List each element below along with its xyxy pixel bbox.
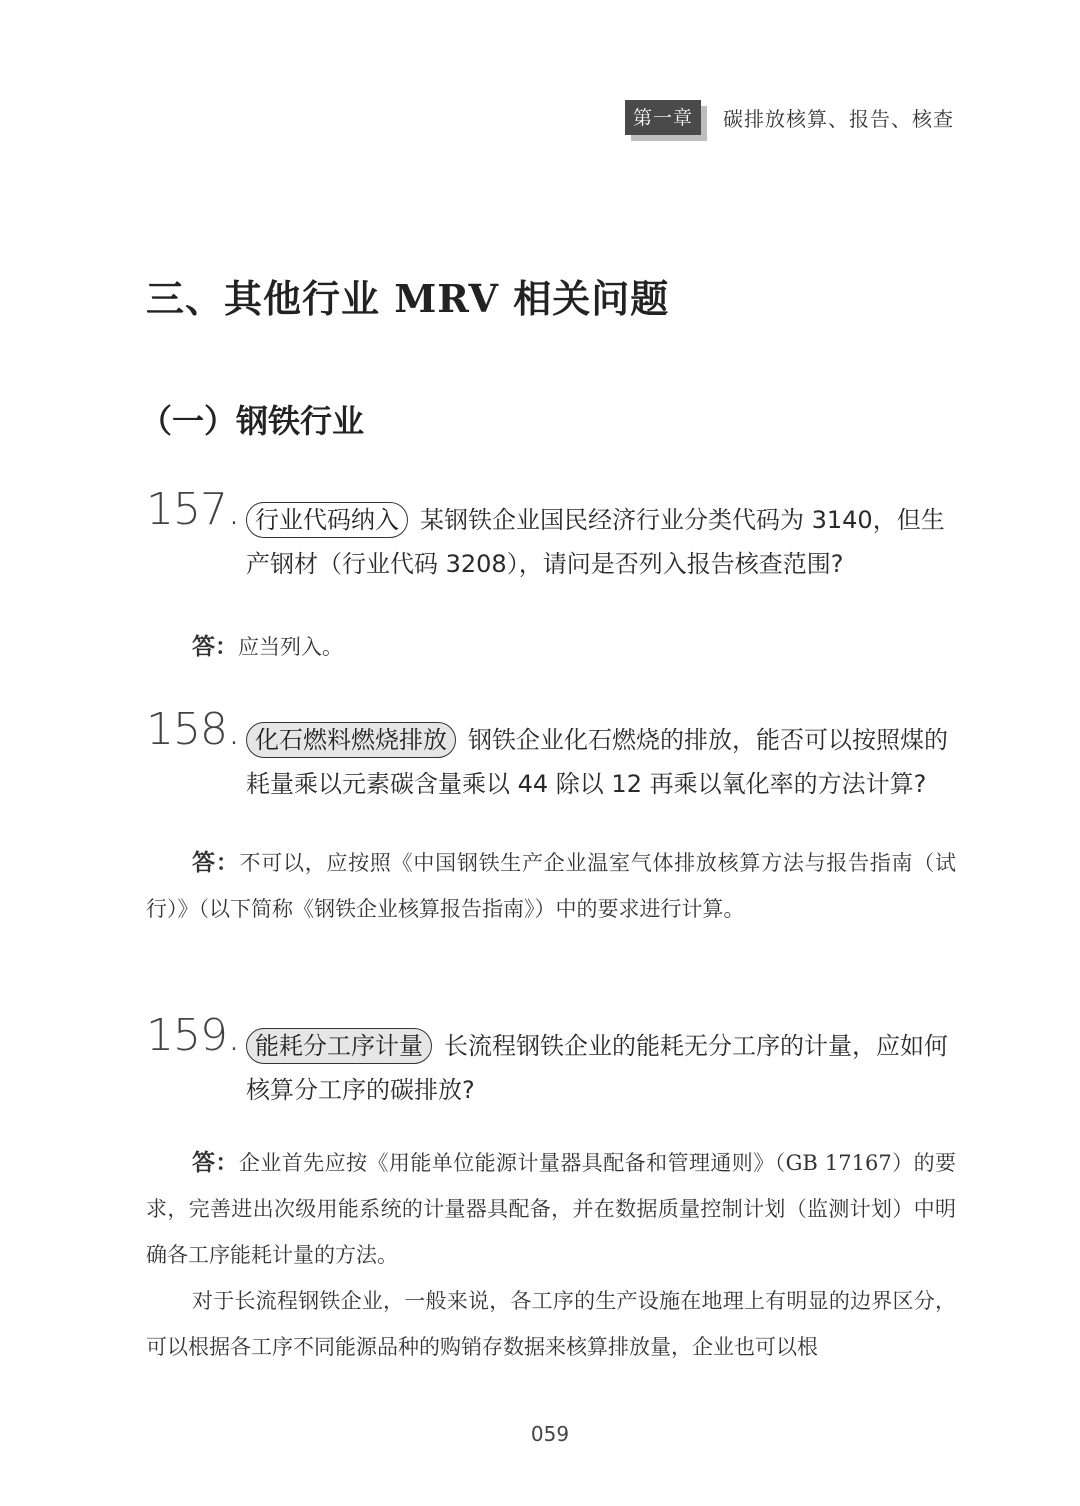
question <box>146 1010 956 1112</box>
question-number: 159. <box>146 1010 240 1061</box>
question-number: 157. <box>146 484 240 535</box>
answer <box>146 840 956 932</box>
question-number: 158. <box>146 704 240 755</box>
qa-block-158 <box>146 704 957 932</box>
question-text: 钢铁企业化石燃烧的排放，能否可以按照煤的耗量乘以元素碳含量乘以 44 除以 12 再乘以氧化率的方法计算? <box>246 726 948 798</box>
answer-label: 答： <box>192 1150 239 1176</box>
answer <box>146 1140 956 1278</box>
answer-label: 答： <box>192 634 238 660</box>
question-tag: 化石燃料燃烧排放 <box>246 722 456 758</box>
question-tag: 能耗分工序计量 <box>246 1028 432 1064</box>
question <box>146 704 956 806</box>
answer-label: 答： <box>192 850 240 876</box>
question-tag: 行业代码纳入 <box>246 502 408 538</box>
answer-paragraph: 对于长流程钢铁企业，一般来说，各工序的生产设施在地理上有明显的边界区分，可以根据各工序不同能源品种的购销存数据来核算排放量，企业也可以根 <box>146 1289 956 1359</box>
question-text: 某钢铁企业国民经济行业分类代码为 3140，但生产钢材（行业代码 3208），请问是否列入报告核查范围? <box>246 506 945 578</box>
running-header <box>625 100 954 135</box>
subsection-title: （一）钢铁行业 <box>140 402 365 440</box>
chapter-tag: 第一章 <box>625 100 701 135</box>
qa-block-159 <box>146 1010 957 1370</box>
qa-block-157 <box>146 484 956 670</box>
answer-text: 不可以，应按照《中国钢铁生产企业温室气体排放核算方法与报告指南（试行）》（以下简称《钢铁企业核算报告指南》）中的要求进行计算。 <box>146 851 957 921</box>
answer <box>146 624 956 670</box>
answer-text: 应当列入。 <box>238 635 343 659</box>
page-number: 059 <box>530 1422 570 1446</box>
question <box>146 484 956 586</box>
chapter-title: 碳排放核算、报告、核查 <box>723 107 954 131</box>
answer-text: 企业首先应按《用能单位能源计量器具配备和管理通则》（GB 17167）的要求，完善进出次级用能系统的计量器具配备，并在数据质量控制计划（监测计划）中明确各工序能耗计量的方法。 <box>146 1151 957 1267</box>
section-title: 三、其他行业 MRV 相关问题 <box>146 276 670 321</box>
question-text: 长流程钢铁企业的能耗无分工序的计量，应如何核算分工序的碳排放? <box>246 1032 948 1104</box>
